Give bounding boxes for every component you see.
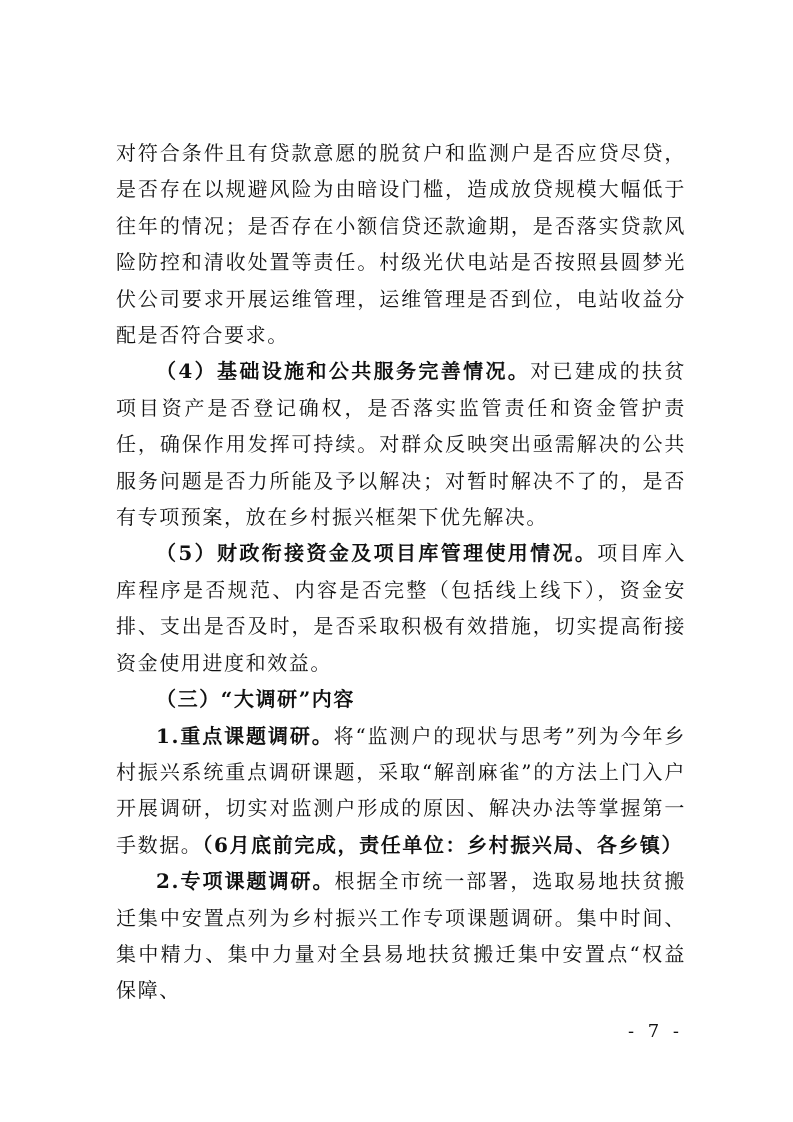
paragraph-text: 将“监测户的现状与思考”列为今年乡村振兴系统重点调研课题，采取“解剖麻雀”的方法上门入户开展调研，切实对监测户形成的原因、解决办法等掌握第一手数据。 — [116, 723, 686, 857]
paragraph-funds-management — [116, 535, 686, 681]
paragraph-note: （6月底前完成，责任单位：乡村振兴局、各乡镇） — [202, 832, 684, 857]
paragraph-text: 对符合条件且有贷款意愿的脱贫户和监测户是否应贷尽贷，是否存在以规避风险为由暗设门槛，造成放贷规模大幅低于往年的情况；是否存在小额信贷还款逾期，是否落实贷款风险防控和清收处置等责任。村级光伏电站是否按照县圆梦光伏公司要求开展运维管理，运维管理是否到位，电站收益分配是否符合要求。 — [116, 141, 686, 348]
paragraph-text: 根据全市统一部署，选取易地扶贫搬迁集中安置点列为乡村振兴工作专项课题调研。集中时间、集中精力、集中力量对全县易地扶贫搬迁集中安置点“权益保障、 — [116, 869, 686, 1003]
paragraph-title: 1.重点课题调研。 — [156, 723, 334, 748]
paragraph-infrastructure — [116, 353, 686, 535]
page-number: - 7 - — [627, 1021, 683, 1042]
paragraph-text: 项目库入库程序是否规范、内容是否完整（包括线上线下），资金安排、支出是否及时，是否采取积极有效措施，切实提高衔接资金使用进度和效益。 — [116, 541, 687, 675]
paragraph-title: （5）财政衔接资金及项目库管理使用情况。 — [156, 541, 598, 566]
paragraph-key-research — [116, 718, 686, 864]
paragraph-special-research — [116, 863, 686, 1009]
body-text — [116, 135, 686, 1009]
paragraph-title: 2.专项课题调研。 — [156, 869, 335, 894]
section-heading: （三）“大调研”内容 — [156, 687, 356, 712]
paragraph-title: （4）基础设施和公共服务完善情况。 — [156, 359, 531, 384]
paragraph-loan-monitoring — [116, 135, 686, 353]
paragraph-text: 对已建成的扶贫项目资产是否登记确权，是否落实监管责任和资金管护责任，确保作用发挥可持续。对群众反映突出亟需解决的公共服务问题是否力所能及予以解决；对暂时解决不了的，是否有专项预案，放在乡村振兴框架下优先解决。 — [116, 359, 686, 530]
